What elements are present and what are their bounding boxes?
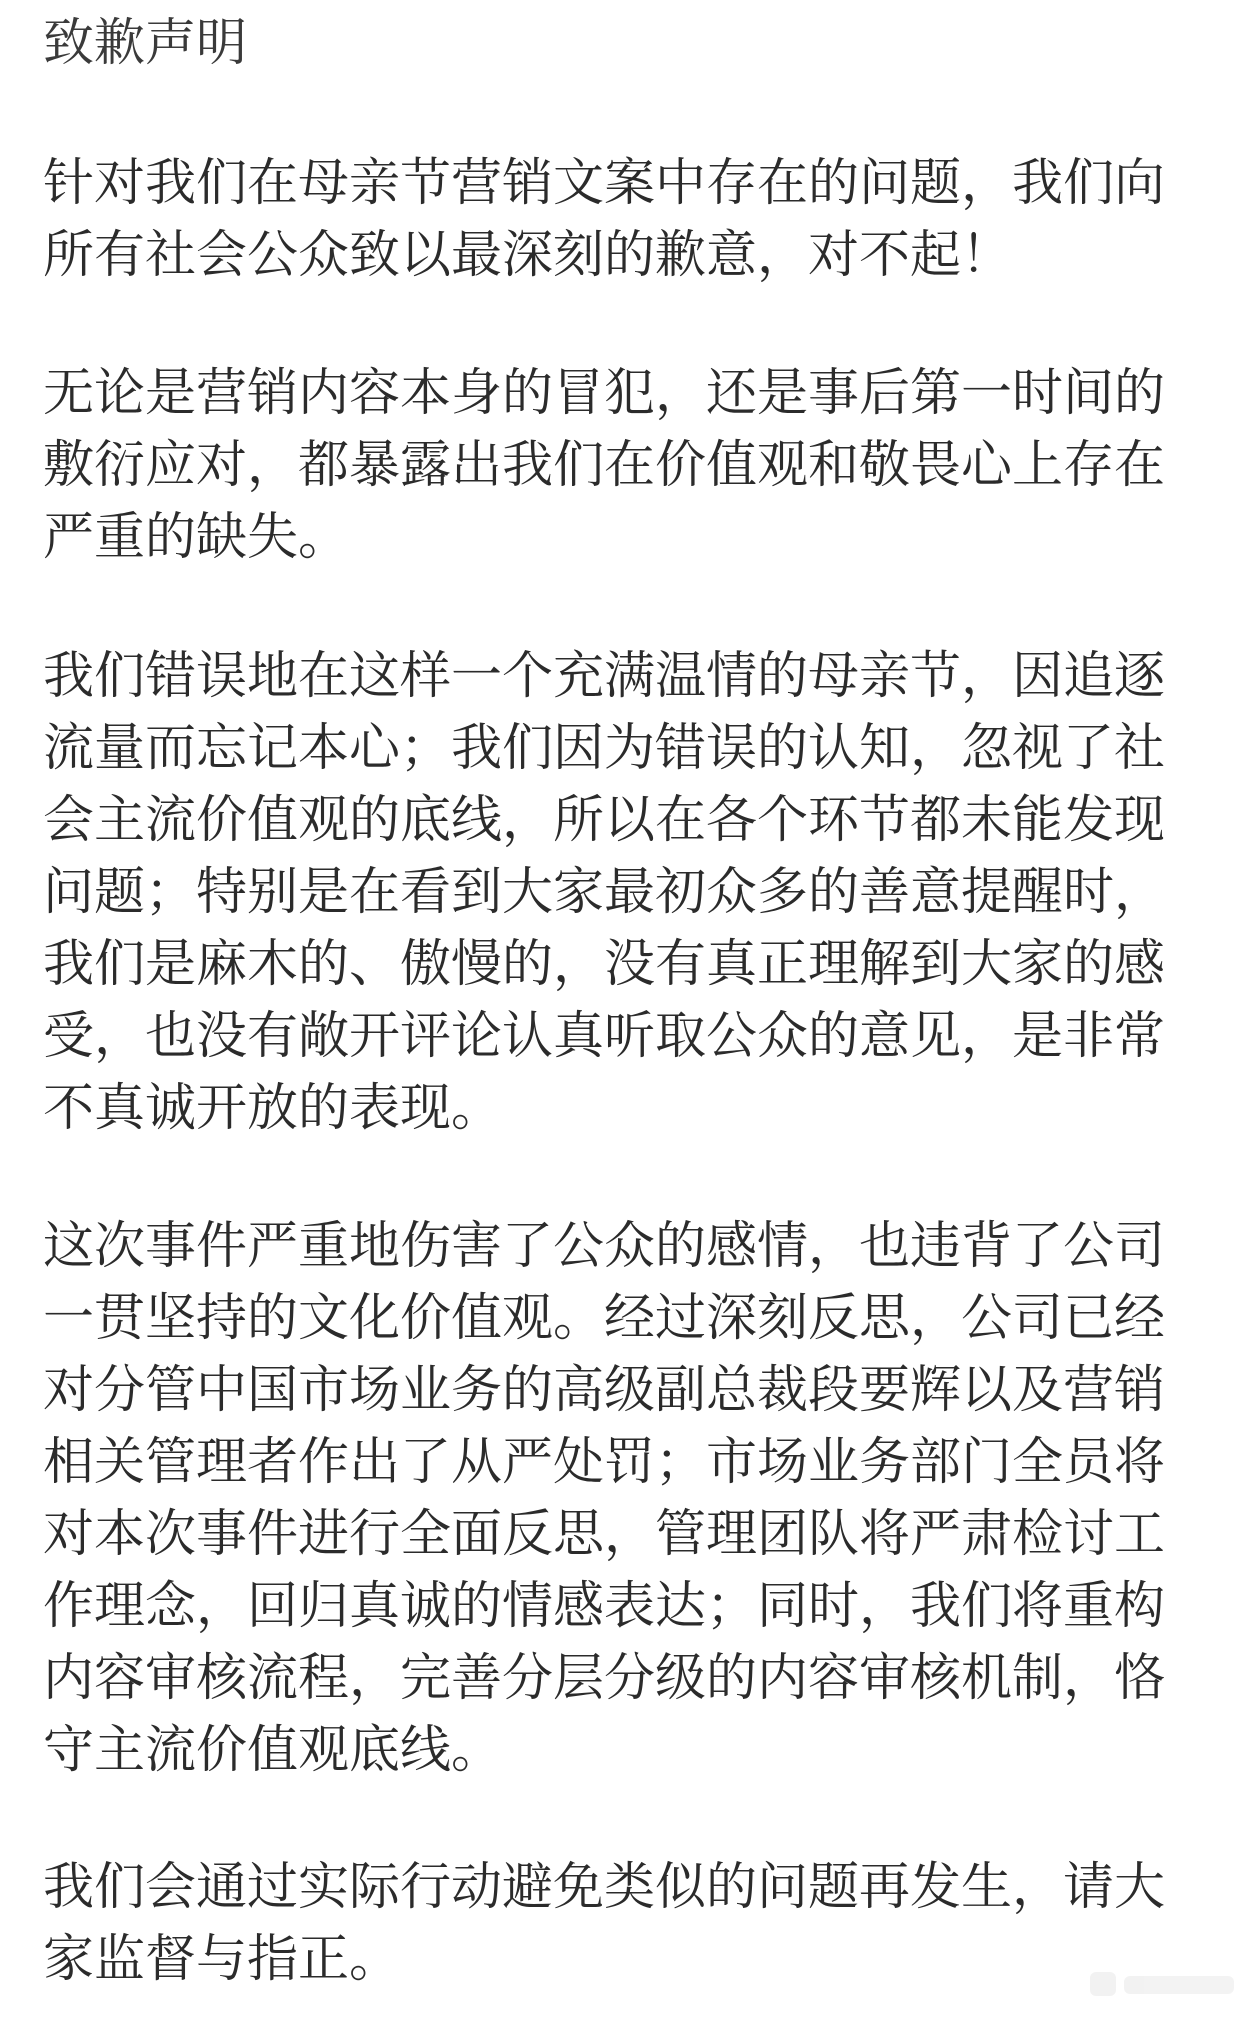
paragraph-4-line-7: 内容审核流程，完善分层分级的内容审核机制，恪 — [43, 1649, 1166, 1708]
document-title: 致歉声明 — [43, 14, 248, 73]
paragraph-3-line-5: 我们是麻木的、傲慢的，没有真正理解到大家的感 — [43, 935, 1166, 994]
paragraph-4-line-1: 这次事件严重地伤害了公众的感情，也违背了公司 — [43, 1217, 1166, 1276]
paragraph-1-line-1: 针对我们在母亲节营销文案中存在的问题，我们向 — [43, 154, 1166, 213]
paragraph-3-line-1: 我们错误地在这样一个充满温情的母亲节，因追逐 — [43, 647, 1166, 706]
paragraph-4-line-2: 一贯坚持的文化价值观。经过深刻反思，公司已经 — [43, 1289, 1166, 1348]
paragraph-5-line-2: 家监督与指正。 — [43, 1930, 401, 1989]
paragraph-4-line-5: 对本次事件进行全面反思，管理团队将严肃检讨工 — [43, 1505, 1166, 1564]
paragraph-4-line-8: 守主流价值观底线。 — [43, 1721, 503, 1780]
paragraph-3-line-2: 流量而忘记本心；我们因为错误的认知，忽视了社 — [43, 719, 1166, 778]
paragraph-1-line-2: 所有社会公众致以最深刻的歉意，对不起！ — [43, 226, 1013, 285]
paragraph-5-line-1: 我们会通过实际行动避免类似的问题再发生，请大 — [43, 1858, 1166, 1917]
paragraph-4-line-6: 作理念，回归真诚的情感表达；同时，我们将重构 — [43, 1577, 1166, 1636]
paragraph-2-line-2: 敷衍应对，都暴露出我们在价值观和敬畏心上存在 — [43, 436, 1166, 495]
paragraph-3-line-3: 会主流价值观的底线，所以在各个环节都未能发现 — [43, 791, 1166, 850]
paragraph-3-line-7: 不真诚开放的表现。 — [43, 1079, 503, 1138]
paragraph-3-line-6: 受，也没有敞开评论认真听取公众的意见，是非常 — [43, 1007, 1166, 1066]
paragraph-3-line-4: 问题；特别是在看到大家最初众多的善意提醒时， — [43, 863, 1166, 922]
watermark-icon — [1090, 1968, 1240, 2000]
paragraph-2-line-1: 无论是营销内容本身的冒犯，还是事后第一时间的 — [43, 364, 1166, 423]
paragraph-2-line-3: 严重的缺失。 — [43, 508, 350, 567]
paragraph-4-line-4: 相关管理者作出了从严处罚；市场业务部门全员将 — [43, 1433, 1166, 1492]
paragraph-4-line-3: 对分管中国市场业务的高级副总裁段要辉以及营销 — [43, 1361, 1166, 1420]
